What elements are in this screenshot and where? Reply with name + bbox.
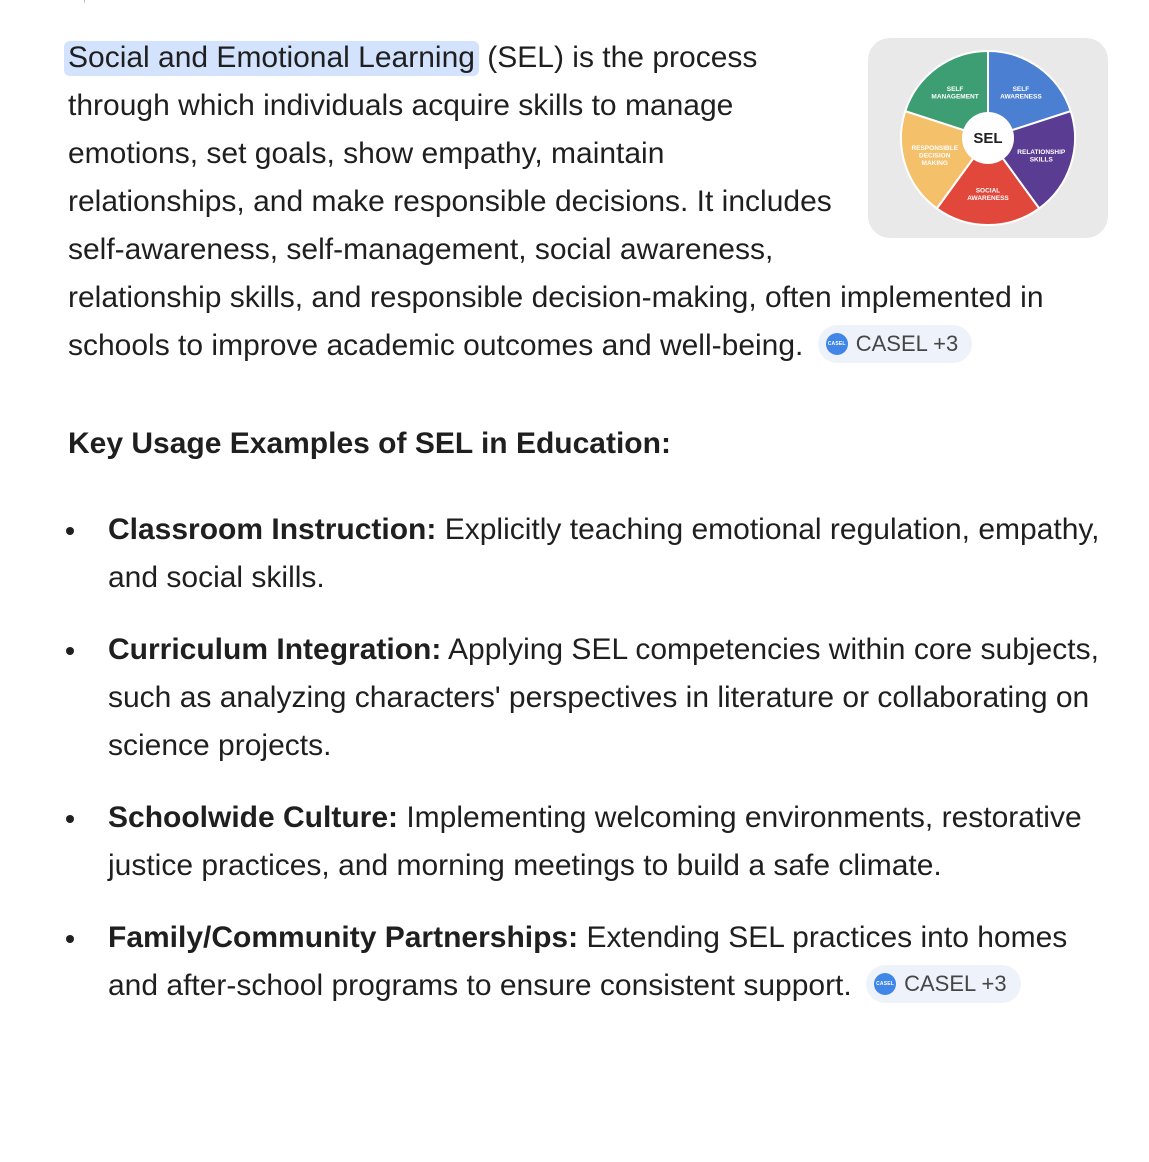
example-text: Extending SEL practices into homes and after-school programs to ensure consistent support. [108,921,1068,1002]
examples-list [68,506,1108,1010]
citation-label: CASEL +3 [855,331,959,357]
citation-chip[interactable] [818,325,973,363]
casel-logo-icon: CASEL [826,333,848,355]
intro-text: (SEL) is the process through which individuals acquire skills to manage emotions, set goals, show empathy, maintain relationships, and make responsible decisions. It includes self-awareness, self-management, social awareness, relationship skills, and responsible decision-making, often implemented in schools to improve academic outcomes and well-being. [68,41,1044,362]
example-text: Applying SEL competencies within core subjects, such as analyzing characters' perspectives in literature or collaborating on science projects. [108,633,1099,762]
list-item [68,914,1108,1010]
list-item [68,794,1108,890]
sel-wheel-segment-label: SELF AWARENESS [1000,86,1042,101]
sel-wheel-diagram [888,38,1088,238]
sel-wheel-image[interactable] [868,38,1108,238]
citation-chip[interactable] [866,965,1021,1003]
answer-content [68,34,1108,1034]
casel-logo-icon: CASEL [874,973,896,995]
example-term: Schoolwide Culture: [108,801,399,834]
top-divider-mark [84,0,85,3]
sel-wheel-segment-label: RESPONSIBLE DECISION MAKING [911,145,959,168]
sel-wheel-center-label: SEL [973,130,1003,147]
list-item [68,506,1108,602]
bullet-icon [66,647,74,655]
example-text: Implementing welcoming environments, restorative justice practices, and morning meetings to build a safe climate. [108,801,1082,882]
example-term: Family/Community Partnerships: [108,921,579,954]
example-text: Explicitly teaching emotional regulation, empathy, and social skills. [108,513,1100,594]
example-term: Classroom Instruction: [108,513,437,546]
list-item [68,626,1108,770]
bullet-icon [66,527,74,535]
sel-term-highlight[interactable]: Social and Emotional Learning [64,41,479,76]
bullet-icon [66,815,74,823]
sel-wheel-segment-label: SOCIAL AWARENESS [967,187,1009,202]
bullet-icon [66,935,74,943]
sel-wheel-segment-label: SELF MANAGEMENT [931,86,979,101]
sel-wheel-segment-label: RELATIONSHIP SKILLS [1017,148,1066,164]
example-term: Curriculum Integration: [108,633,442,666]
section-heading: Key Usage Examples of SEL in Education: [68,427,671,460]
citation-label: CASEL +3 [904,971,1007,997]
